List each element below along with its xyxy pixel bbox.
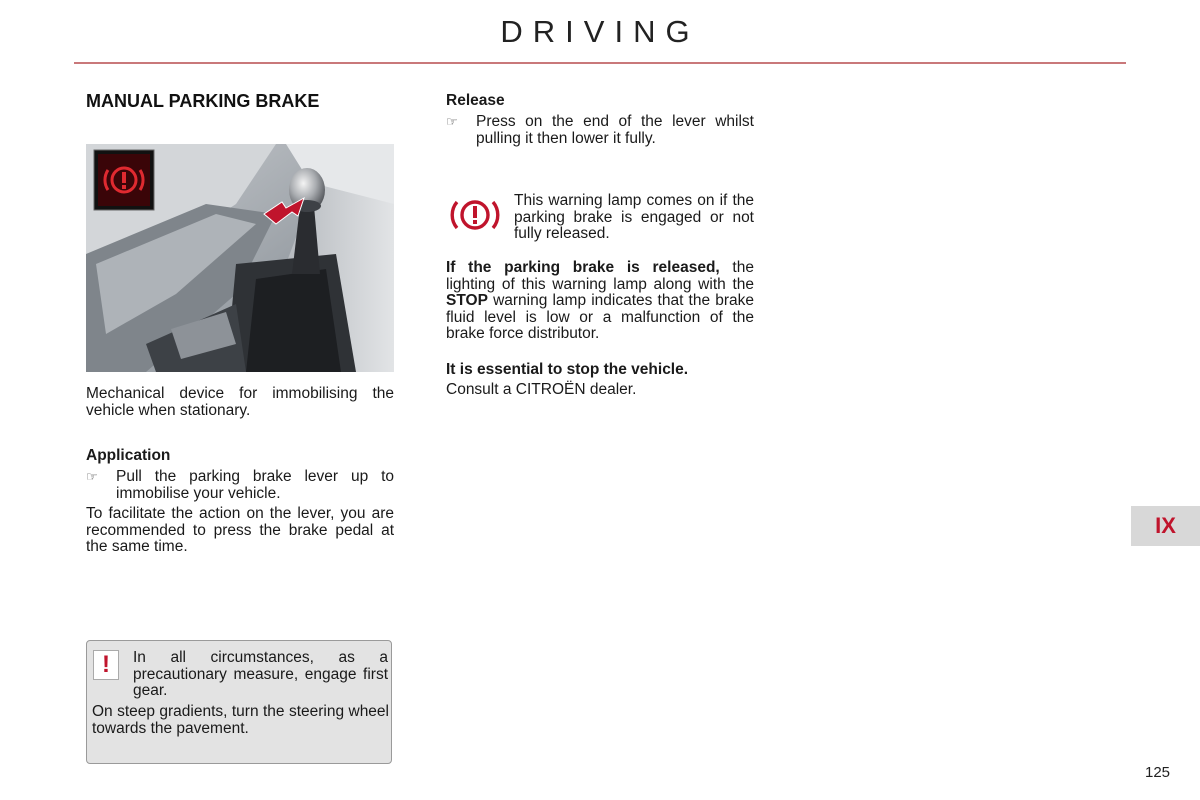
release-bullet <box>446 114 754 147</box>
section-title: MANUAL PARKING BRAKE <box>86 91 320 111</box>
application-bullet-text: Pull the parking brake lever up to immobilise your vehicle. <box>116 468 394 502</box>
brake-warning-icon <box>448 195 502 235</box>
page-number: 125 <box>1145 764 1171 781</box>
exclamation-icon: ! <box>93 650 119 680</box>
essential-stop-text: It is essential to stop the vehicle. <box>446 361 689 378</box>
application-note: To facilitate the action on the lever, you are recommended to press the brake pedal at the same time. <box>86 505 394 555</box>
parking-brake-photo <box>86 144 394 372</box>
stop-label: STOP <box>446 292 488 309</box>
header-divider <box>74 62 1126 64</box>
page-header-title: DRIVING <box>500 14 700 49</box>
warning-lamp-block <box>446 193 754 245</box>
caution-box <box>86 640 392 764</box>
chapter-tab: IX <box>1131 506 1200 546</box>
application-bullet <box>86 469 394 502</box>
caution-line-2: On steep gradients, turn the steering wheel towards the pavement. <box>92 703 389 737</box>
release-heading: Release <box>446 92 505 109</box>
warning-lamp-text: This warning lamp comes on if the parking brake is engaged or not fully released. <box>514 192 754 242</box>
application-heading: Application <box>86 447 171 464</box>
intro-paragraph: Mechanical device for immobilising the vehicle when stationary. <box>86 385 394 419</box>
consult-dealer-text: Consult a CITROËN dealer. <box>446 381 637 398</box>
released-paragraph <box>446 260 754 343</box>
released-lead: If the parking brake is released, <box>446 259 720 276</box>
release-bullet-text: Press on the end of the lever whilst pulling it then lower it fully. <box>476 113 754 147</box>
caution-line-1: In all circumstances, as a precautionary measure, engage first gear. <box>133 649 388 699</box>
pointing-hand-icon: ☞ <box>86 469 98 484</box>
released-text-b: warning lamp indicates that the brake fluid level is low or a malfunction of the brake force distributor. <box>446 292 754 342</box>
pointing-hand-icon: ☞ <box>446 114 458 129</box>
released-text-a: the lighting of this warning lamp along with the <box>446 259 754 293</box>
